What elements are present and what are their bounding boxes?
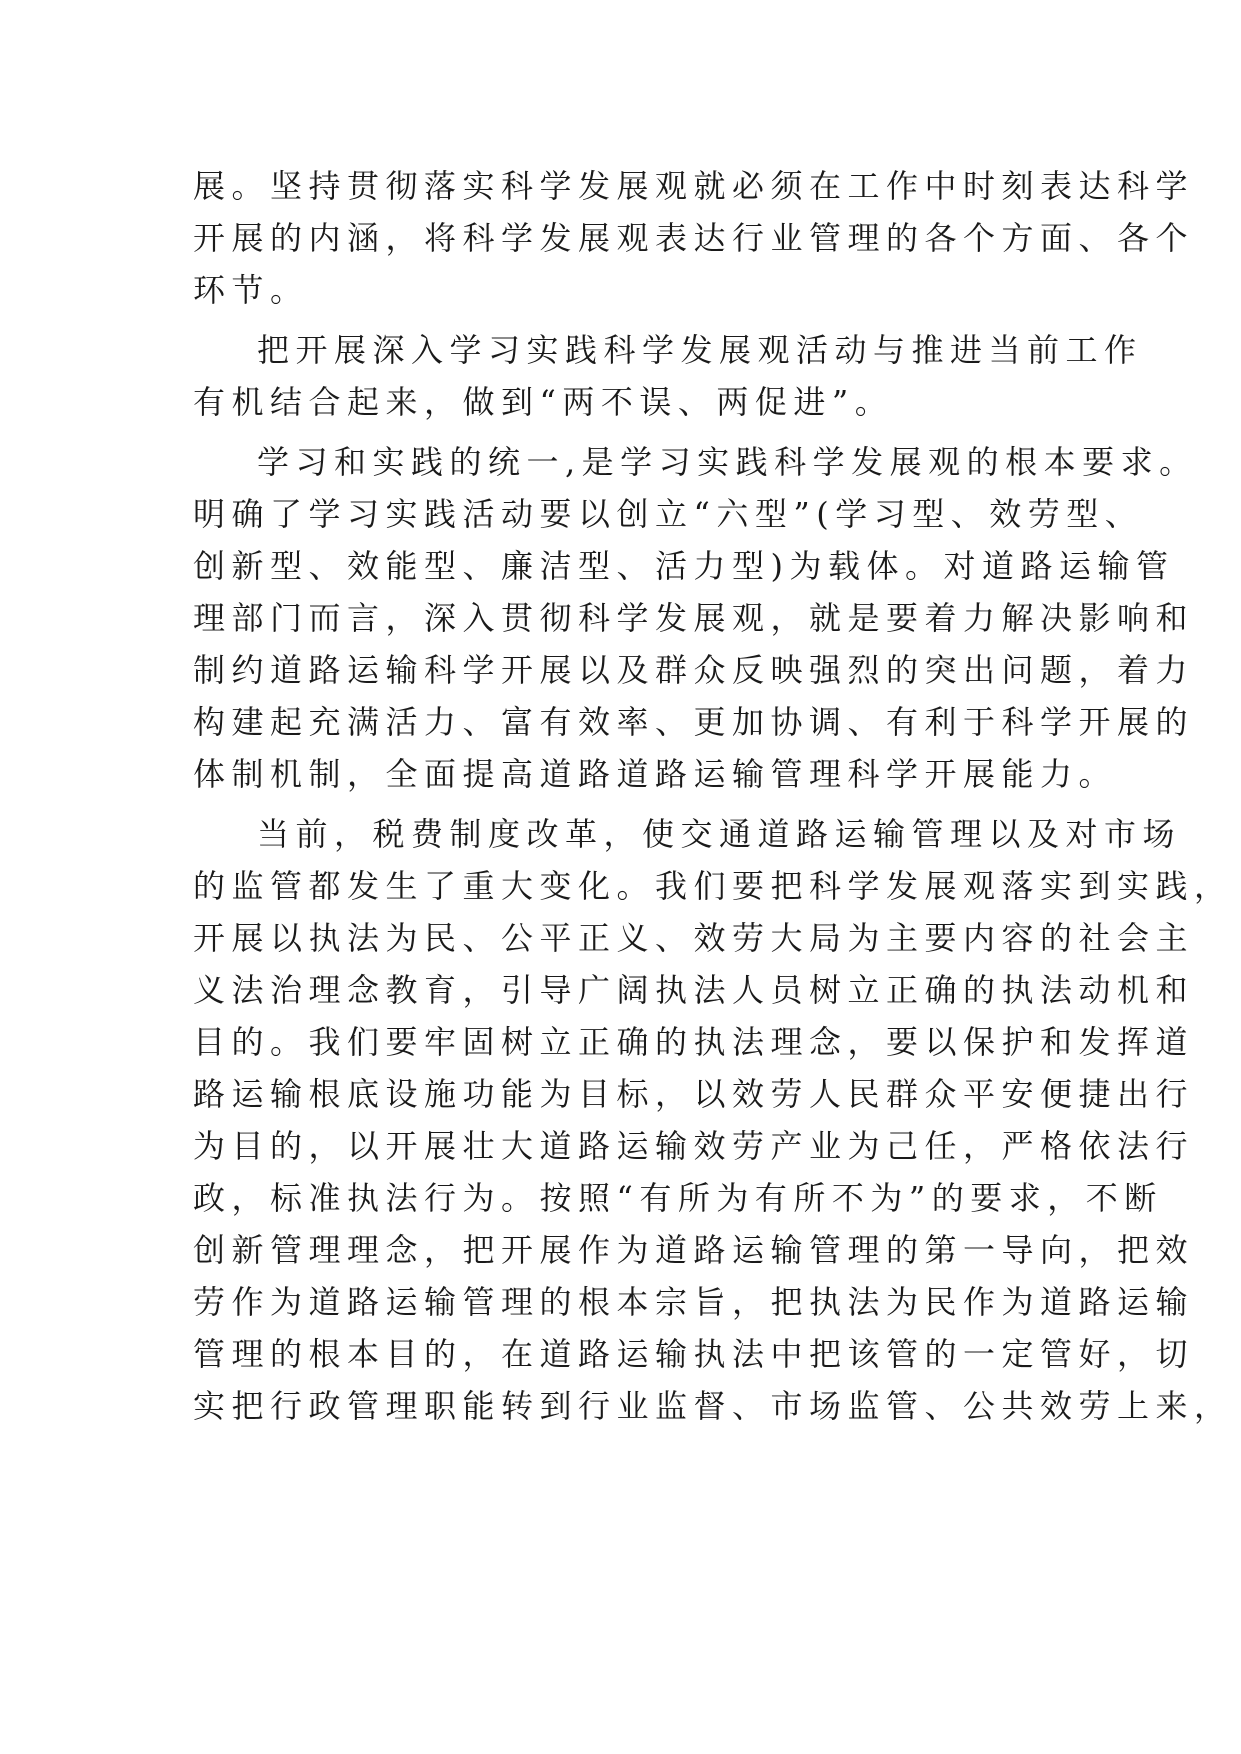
text-line: 体制机制，全面提高道路道路运输管理科学开展能力。: [193, 755, 1118, 793]
text-line: 制约道路运输科学开展以及群众反映强烈的突出问题，着力: [193, 651, 1195, 689]
paragraph-1: [193, 160, 1195, 316]
text-line: 开展以执法为民、公平正义、效劳大局为主要内容的社会主: [193, 919, 1195, 957]
text-line: 管理的根本目的，在道路运输执法中把该管的一定管好，切: [193, 1335, 1195, 1373]
text-line: 当前，税费制度改革，使交通道路运输管理以及对市场: [257, 815, 1182, 853]
text-line: 创新管理理念，把开展作为道路运输管理的第一导向，把效: [193, 1231, 1195, 1269]
text-line: 劳作为道路运输管理的根本宗旨，把执法为民作为道路运输: [193, 1283, 1195, 1321]
text-line: 展。坚持贯彻落实科学发展观就必须在工作中时刻表达科学: [193, 167, 1195, 205]
text-line: 明确了学习实践活动要以创立“六型”(学习型、效劳型、: [193, 495, 1144, 533]
paragraph-4: [193, 808, 1233, 1432]
text-line: 学习和实践的统一,是学习实践科学发展观的根本要求。: [257, 443, 1198, 481]
text-line: 理部门而言，深入贯彻科学发展观，就是要着力解决影响和: [193, 599, 1195, 637]
text-line: 为目的，以开展壮大道路运输效劳产业为己任，严格依法行: [193, 1127, 1195, 1165]
text-line: 构建起充满活力、富有效率、更加协调、有利于科学开展的: [193, 703, 1195, 741]
text-line: 政，标准执法行为。按照“有所为有所不为”的要求，不断: [193, 1179, 1163, 1217]
text-line: 的监管都发生了重大变化。我们要把科学发展观落实到实践，: [193, 867, 1233, 905]
text-line: 开展的内涵，将科学发展观表达行业管理的各个方面、各个: [193, 219, 1195, 257]
text-line: 环节。: [193, 271, 309, 309]
text-line: 有机结合起来，做到“两不误、两促进”。: [193, 383, 894, 421]
paragraph-2: [193, 324, 1143, 428]
text-line: 义法治理念教育，引导广阔执法人员树立正确的执法动机和: [193, 971, 1195, 1009]
body-text: [193, 160, 1233, 1432]
paragraph-3: [193, 436, 1198, 800]
text-line: 实把行政管理职能转到行业监督、市场监管、公共效劳上来，: [193, 1387, 1233, 1425]
text-line: 目的。我们要牢固树立正确的执法理念，要以保护和发挥道: [193, 1023, 1195, 1061]
text-line: 路运输根底设施功能为目标，以效劳人民群众平安便捷出行: [193, 1075, 1195, 1113]
text-line: 把开展深入学习实践科学发展观活动与推进当前工作: [257, 331, 1143, 369]
text-line: 创新型、效能型、廉洁型、活力型)为载体。对道路运输管: [193, 547, 1175, 585]
